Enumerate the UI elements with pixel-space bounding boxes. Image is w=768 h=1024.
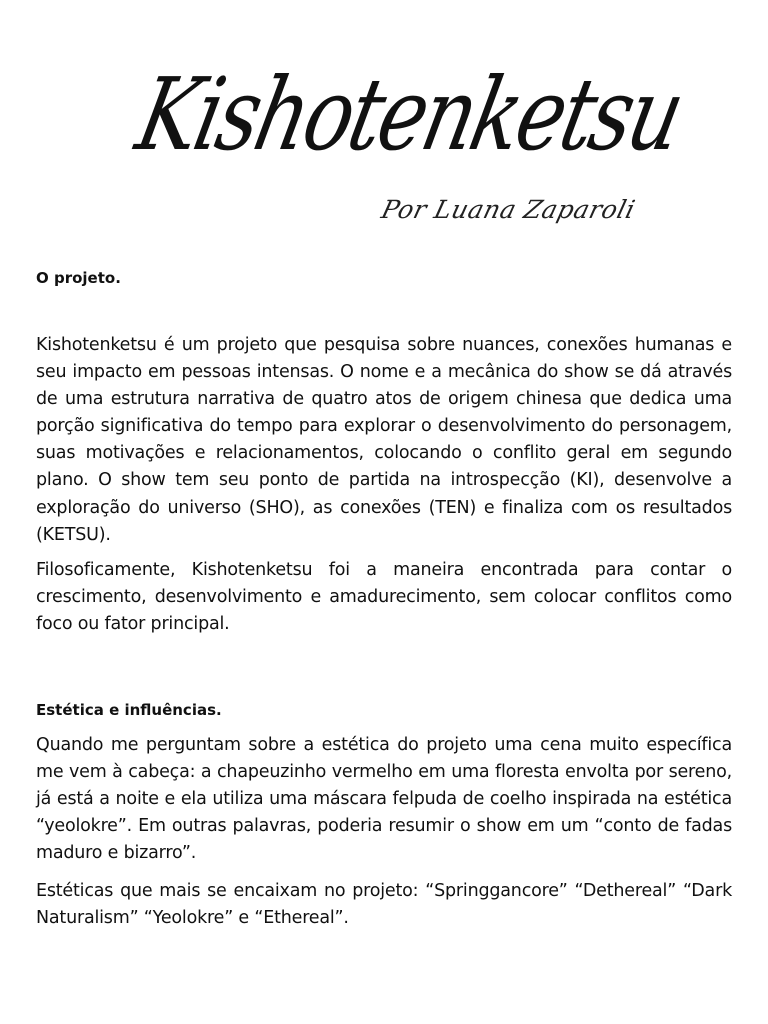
section-heading-estetica: Estética e influências. xyxy=(36,701,222,720)
author-signature: Por Luana Zaparoli xyxy=(378,195,639,224)
paragraph-projeto-1: Kishotenketsu é um projeto que pesquisa sobre nuances, conexões humanas e seu impacto em pessoas intensas. O nome e a mecânica do show se dá através de uma estrutura narrativa de quatro atos de origem chinesa que dedica uma porção significativa do tempo para explorar o desenvolvimento do personagem, suas motivações e relacionamentos, colocando o conflito geral em segundo plano. O show tem seu ponto de partida na introspecção (KI), desenvolve a exploração do universo (SHO), as conexões (TEN) e finaliza com os resultados (KETSU). xyxy=(36,335,732,545)
paragraph-projeto-2: Filosoficamente, Kishotenketsu foi a maneira encontrada para contar o crescimento, desenvolvimento e amadurecimento, sem colocar conflitos como foco ou fator principal. xyxy=(36,559,732,634)
paragraph-estetica-2: Estéticas que mais se encaixam no projeto: “Springgancore” “Dethereal” “Dark Naturalism” “Yeolokre” e “Ethereal”. xyxy=(36,880,732,928)
document-body xyxy=(36,264,732,932)
document-title: Kishotenketsu xyxy=(127,56,692,173)
paragraph-estetica-1: Quando me perguntam sobre a estética do projeto uma cena muito específica me vem à cabeça: a chapeuzinho vermelho em uma floresta envolta por sereno, já está a noite e ela utiliza uma máscara felpuda de coelho inspirada na estética “yeolokre”. Em outras palavras, poderia resumir o show em um “conto de fadas maduro e bizarro”. xyxy=(36,735,732,864)
section-heading-projeto: O projeto. xyxy=(36,269,121,287)
